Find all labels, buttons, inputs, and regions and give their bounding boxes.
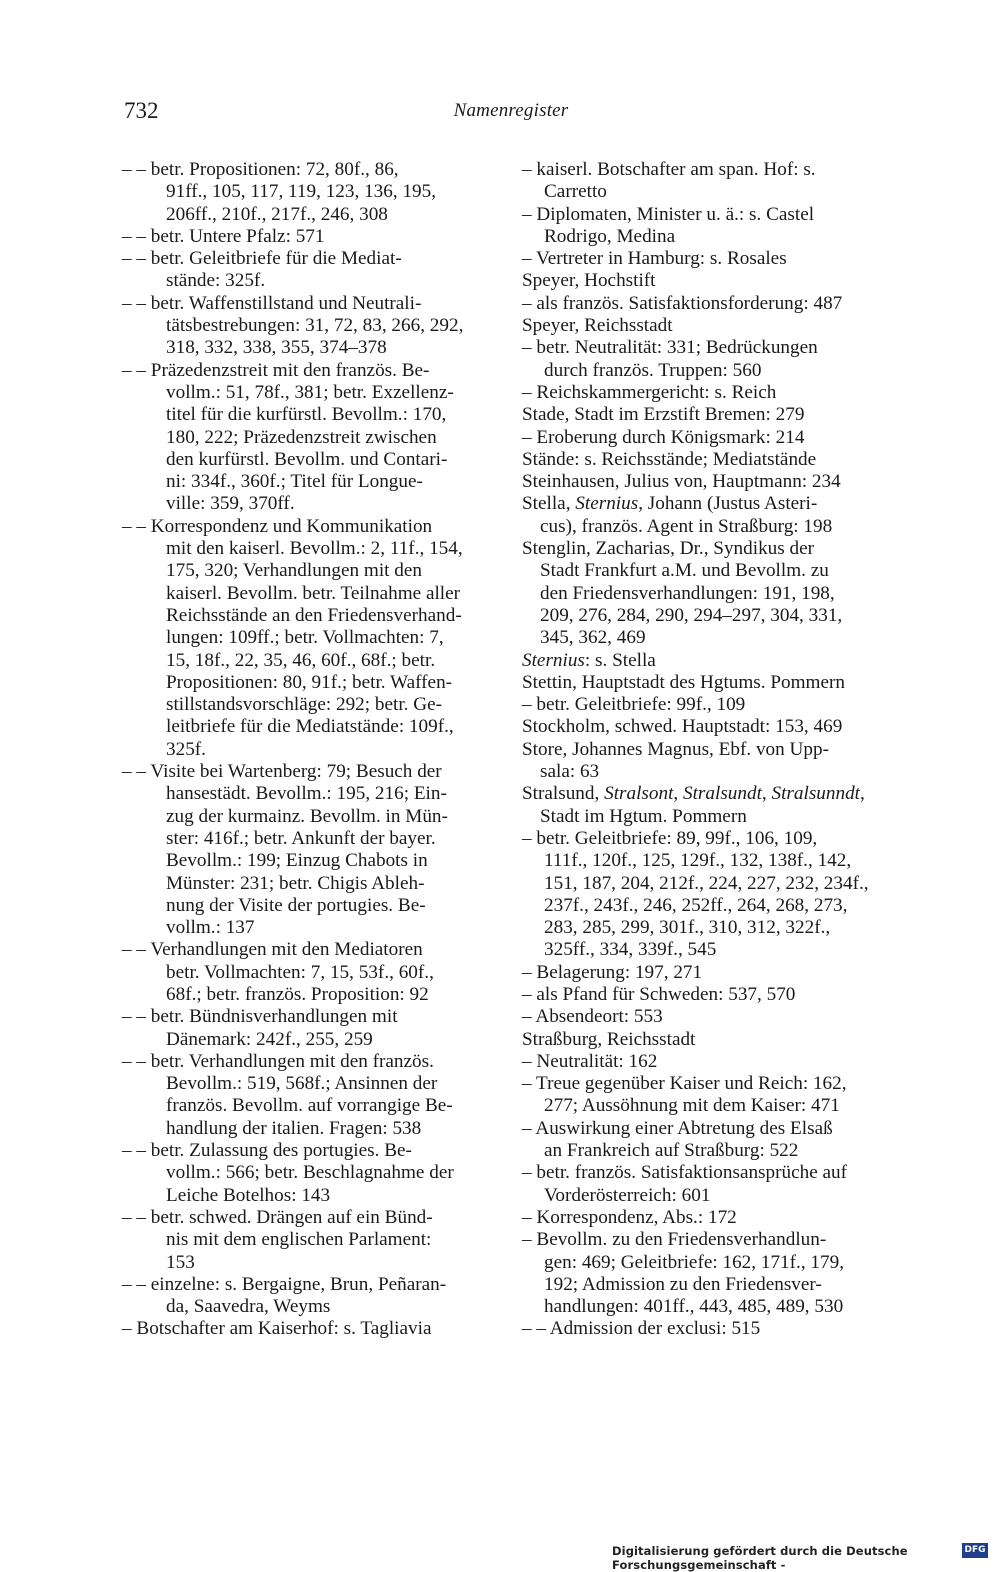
index-entry-line: 192; Admission zu den Friedensver- bbox=[544, 1273, 822, 1295]
index-entry-line: – Botschafter am Kaiserhof: s. Tagliavia bbox=[122, 1318, 432, 1340]
index-entry-line: stände: 325f. bbox=[166, 270, 266, 292]
index-entry-line: nung der Visite der portugies. Be- bbox=[166, 894, 426, 916]
index-entry-line: Speyer, Hochstift bbox=[522, 270, 656, 292]
running-head-text: Namenregister bbox=[453, 100, 569, 121]
index-entry bbox=[522, 159, 894, 204]
index-entry bbox=[522, 650, 894, 672]
index-entry-line: Reichsstände an den Friedensverhand- bbox=[166, 604, 462, 626]
index-entry bbox=[522, 694, 894, 716]
index-entry-line: kaiserl. Bevollm. betr. Teilnahme aller bbox=[166, 582, 461, 604]
index-entry-line: Straßburg, Reichsstadt bbox=[522, 1028, 696, 1050]
index-entry-line: Leiche Botelhos: 143 bbox=[166, 1184, 331, 1206]
index-entry-line: – – Präzedenzstreit mit den französ. Be- bbox=[122, 359, 430, 381]
index-entry-line: 283, 285, 299, 301f., 310, 312, 322f., bbox=[544, 917, 831, 939]
index-entry-line: – – einzelne: s. Bergaigne, Brun, Peñaran- bbox=[122, 1273, 447, 1295]
index-entry bbox=[522, 427, 894, 449]
index-entry-line: Store, Johannes Magnus, Ebf. von Upp- bbox=[522, 738, 829, 760]
index-entry-line: Stettin, Hauptstadt des Hgtums. Pommern bbox=[522, 671, 845, 693]
index-entry-line: Propositionen: 80, 91f.; betr. Waffen- bbox=[166, 671, 453, 693]
digitization-credit: Digitalisierung gefördert durch die Deutsche Forschungsgemeinschaft - bbox=[612, 1544, 908, 1572]
index-entry-line: Sternius: s. Stella bbox=[522, 649, 656, 671]
index-entry-line: 68f.; betr. französ. Proposition: 92 bbox=[166, 983, 429, 1005]
index-entry-line: 175, 320; Verhandlungen mit den bbox=[166, 560, 422, 582]
index-entry-line: 325ff., 334, 339f., 545 bbox=[544, 939, 717, 961]
index-entry-line: 209, 276, 284, 290, 294–297, 304, 331, bbox=[540, 604, 843, 626]
index-entry-line: – – betr. Untere Pfalz: 571 bbox=[122, 225, 325, 247]
index-entry bbox=[522, 828, 894, 962]
index-column-left bbox=[122, 159, 495, 1341]
index-entry-line: – Absendeort: 553 bbox=[522, 1006, 663, 1028]
index-entry bbox=[522, 1029, 894, 1051]
index-entry-line: den Friedensverhandlungen: 191, 198, bbox=[540, 582, 835, 604]
index-entry bbox=[122, 248, 495, 293]
index-entry bbox=[522, 1207, 894, 1229]
index-entry-line: – – betr. Geleitbriefe für die Mediat- bbox=[122, 248, 402, 270]
index-entry bbox=[522, 493, 894, 538]
dfg-logo: DFG bbox=[962, 1543, 988, 1558]
index-entry bbox=[522, 404, 894, 426]
index-entry bbox=[522, 716, 894, 738]
index-entry-line: – – betr. Verhandlungen mit den französ. bbox=[122, 1050, 434, 1072]
index-entry-line: 325f. bbox=[166, 738, 206, 760]
index-entry bbox=[522, 293, 894, 315]
index-entry-line: durch französ. Truppen: 560 bbox=[544, 359, 762, 381]
index-entry-line: 153 bbox=[166, 1251, 195, 1273]
index-entry-line: – Auswirkung einer Abtretung des Elsaß bbox=[522, 1117, 833, 1139]
index-entry bbox=[122, 1006, 495, 1051]
index-entry-line: betr. Vollmachten: 7, 15, 53f., 60f., bbox=[166, 961, 434, 983]
index-entry-line: hansestädt. Bevollm.: 195, 216; Ein- bbox=[166, 783, 447, 805]
index-entry-line: ville: 359, 370ff. bbox=[166, 493, 295, 515]
index-entry-line: Rodrigo, Medina bbox=[544, 225, 676, 247]
index-entry bbox=[122, 360, 495, 516]
index-entry-line: – als französ. Satisfaktionsforderung: 487 bbox=[522, 292, 843, 314]
index-entry-line: Vorderösterreich: 601 bbox=[544, 1184, 711, 1206]
index-entry bbox=[522, 1229, 894, 1318]
index-entry-line: lungen: 109ff.; betr. Vollmachten: 7, bbox=[166, 627, 444, 649]
index-entry-line: – als Pfand für Schweden: 537, 570 bbox=[522, 983, 796, 1005]
index-entry bbox=[522, 382, 894, 404]
index-entry bbox=[122, 516, 495, 761]
index-entry bbox=[122, 293, 495, 360]
index-entry-line: – Korrespondenz, Abs.: 172 bbox=[522, 1206, 737, 1228]
index-column-right bbox=[522, 159, 894, 1341]
index-entry bbox=[522, 538, 894, 649]
index-entry-line: – Belagerung: 197, 271 bbox=[522, 961, 703, 983]
index-entry-line: Stände: s. Reichsstände; Mediatstände bbox=[522, 448, 817, 470]
index-entry-line: – – Verhandlungen mit den Mediatoren bbox=[122, 939, 423, 961]
index-entry-line: – – Korrespondenz und Kommunikation bbox=[122, 515, 433, 537]
index-entry-line: – betr. Geleitbriefe: 89, 99f., 106, 109, bbox=[522, 827, 818, 849]
index-entry-line: Bevollm.: 199; Einzug Chabots in bbox=[166, 850, 428, 872]
index-entry bbox=[122, 939, 495, 1006]
index-entry bbox=[122, 1140, 495, 1207]
index-entry-line: Stadt im Hgtum. Pommern bbox=[540, 805, 747, 827]
index-entry bbox=[122, 1318, 495, 1340]
index-entry-line: zug der kurmainz. Bevollm. in Mün- bbox=[166, 805, 448, 827]
index-entry bbox=[522, 672, 894, 694]
index-entry-line: Stella, Sternius, Johann (Justus Asteri- bbox=[522, 493, 818, 515]
index-entry-line: vollm.: 51, 78f., 381; betr. Exzellenz- bbox=[166, 381, 454, 403]
index-entry bbox=[522, 1051, 894, 1073]
running-head bbox=[0, 100, 1000, 122]
index-entry-line: 237f., 243f., 246, 252ff., 264, 268, 273, bbox=[544, 894, 848, 916]
index-entry bbox=[122, 761, 495, 939]
index-entry-line: 206ff., 210f., 217f., 246, 308 bbox=[166, 203, 388, 225]
index-entry-line: 277; Aussöhnung mit dem Kaiser: 471 bbox=[544, 1095, 840, 1117]
index-entry-line: 15, 18f., 22, 35, 46, 60f., 68f.; betr. bbox=[166, 649, 436, 671]
page-number: 732 bbox=[124, 98, 159, 123]
index-entry-line: – betr. französ. Satisfaktionsansprüche auf bbox=[522, 1162, 848, 1184]
index-entry bbox=[122, 1274, 495, 1319]
index-entry bbox=[522, 1318, 894, 1340]
index-entry-line: tätsbestrebungen: 31, 72, 83, 266, 292, bbox=[166, 315, 464, 337]
index-entry-line: – Reichskammergericht: s. Reich bbox=[522, 381, 777, 403]
index-entry bbox=[522, 204, 894, 249]
index-entry bbox=[522, 449, 894, 471]
index-entry bbox=[522, 984, 894, 1006]
index-entry-line: vollm.: 566; betr. Beschlagnahme der bbox=[166, 1162, 454, 1184]
index-entry-line: sala: 63 bbox=[540, 761, 600, 783]
index-entry-line: leitbriefe für die Mediatstände: 109f., bbox=[166, 716, 454, 738]
index-entry bbox=[522, 471, 894, 493]
index-entry-line: gen: 469; Geleitbriefe: 162, 171f., 179, bbox=[544, 1251, 845, 1273]
index-entry bbox=[122, 1051, 495, 1140]
index-entry-line: 180, 222; Präzedenzstreit zwischen bbox=[166, 426, 437, 448]
index-entry-line: – betr. Geleitbriefe: 99f., 109 bbox=[522, 694, 746, 716]
index-entry bbox=[522, 1118, 894, 1163]
index-entry-line: 111f., 120f., 125, 129f., 132, 138f., 142, bbox=[544, 850, 852, 872]
index-entry-line: französ. Bevollm. auf vorrangige Be- bbox=[166, 1095, 453, 1117]
index-entry bbox=[522, 337, 894, 382]
index-entry-line: ster: 416f.; betr. Ankunft der bayer. bbox=[166, 827, 436, 849]
index-entry-line: – – betr. Zulassung des portugies. Be- bbox=[122, 1140, 412, 1162]
index-entry-line: cus), französ. Agent in Straßburg: 198 bbox=[540, 515, 833, 537]
index-entry bbox=[522, 270, 894, 292]
index-entry-line: – Neutralität: 162 bbox=[522, 1050, 658, 1072]
index-entry-line: 151, 187, 204, 212f., 224, 227, 232, 234f., bbox=[544, 872, 869, 894]
index-entry-line: Stralsund, Stralsont, Stralsundt, Stralsunndt, bbox=[522, 783, 865, 805]
index-entry-line: – – betr. Bündnisverhandlungen mit bbox=[122, 1006, 398, 1028]
index-entry-line: – Eroberung durch Königsmark: 214 bbox=[522, 426, 805, 448]
index-entry-line: Bevollm.: 519, 568f.; Ansinnen der bbox=[166, 1073, 438, 1095]
index-entry-line: Stade, Stadt im Erzstift Bremen: 279 bbox=[522, 404, 805, 426]
index-entry-line: 91ff., 105, 117, 119, 123, 136, 195, bbox=[166, 181, 437, 203]
index-entry bbox=[122, 1207, 495, 1274]
index-entry-line: titel für die kurfürstl. Bevollm.: 170, bbox=[166, 404, 447, 426]
index-entry-line: handlungen: 401ff., 443, 485, 489, 530 bbox=[544, 1296, 844, 1318]
index-entry-line: an Frankreich auf Straßburg: 522 bbox=[544, 1140, 799, 1162]
index-entry-line: – Treue gegenüber Kaiser und Reich: 162, bbox=[522, 1073, 847, 1095]
index-entry-line: – Bevollm. zu den Friedensverhandlun- bbox=[522, 1229, 827, 1251]
index-entry-line: Stadt Frankfurt a.M. und Bevollm. zu bbox=[540, 560, 829, 582]
index-entry-line: Carretto bbox=[544, 181, 607, 203]
index-entry-line: – Vertreter in Hamburg: s. Rosales bbox=[522, 248, 787, 270]
index-entry-line: da, Saavedra, Weyms bbox=[166, 1296, 331, 1318]
index-entry bbox=[522, 315, 894, 337]
index-entry-line: Münster: 231; betr. Chigis Ableh- bbox=[166, 872, 425, 894]
index-entry bbox=[522, 1162, 894, 1207]
index-entry bbox=[122, 159, 495, 226]
index-entry-line: mit den kaiserl. Bevollm.: 2, 11f., 154, bbox=[166, 538, 463, 560]
index-entry bbox=[122, 226, 495, 248]
index-entry-line: – – betr. schwed. Drängen auf ein Bünd- bbox=[122, 1206, 433, 1228]
index-entry bbox=[522, 962, 894, 984]
index-entry bbox=[522, 1006, 894, 1028]
index-entry-line: – – betr. Waffenstillstand und Neutrali- bbox=[122, 292, 422, 314]
index-entry-line: – – Admission der exclusi: 515 bbox=[522, 1318, 761, 1340]
index-entry-line: – – betr. Propositionen: 72, 80f., 86, bbox=[122, 159, 399, 180]
index-entry-line: vollm.: 137 bbox=[166, 917, 255, 939]
index-entry-line: 318, 332, 338, 355, 374–378 bbox=[166, 337, 387, 359]
index-entry-line: Stockholm, schwed. Hauptstadt: 153, 469 bbox=[522, 716, 843, 738]
index-entry-line: Steinhausen, Julius von, Hauptmann: 234 bbox=[522, 471, 841, 493]
index-entry-line: – Diplomaten, Minister u. ä.: s. Castel bbox=[522, 203, 815, 225]
index-entry bbox=[522, 739, 894, 784]
index-entry-line: Speyer, Reichsstadt bbox=[522, 315, 673, 337]
index-entry-line: ni: 334f., 360f.; Titel für Longue- bbox=[166, 471, 423, 493]
index-entry-line: Stenglin, Zacharias, Dr., Syndikus der bbox=[522, 538, 815, 560]
index-entry-line: Dänemark: 242f., 255, 259 bbox=[166, 1028, 373, 1050]
index-entry-line: handlung der italien. Fragen: 538 bbox=[166, 1117, 422, 1139]
index-entry-line: 345, 362, 469 bbox=[540, 627, 646, 649]
index-entry-line: – kaiserl. Botschafter am span. Hof: s. bbox=[522, 159, 816, 180]
index-entry bbox=[522, 783, 894, 828]
index-entry bbox=[522, 1073, 894, 1118]
index-entry-line: den kurfürstl. Bevollm. und Contari- bbox=[166, 448, 448, 470]
index-entry-line: stillstandsvorschläge: 292; betr. Ge- bbox=[166, 694, 443, 716]
index-entry-line: nis mit dem englischen Parlament: bbox=[166, 1229, 432, 1251]
index-entry-line: – – Visite bei Wartenberg: 79; Besuch der bbox=[122, 761, 442, 783]
index-entry bbox=[522, 248, 894, 270]
index-entry-line: – betr. Neutralität: 331; Bedrückungen bbox=[522, 337, 818, 359]
